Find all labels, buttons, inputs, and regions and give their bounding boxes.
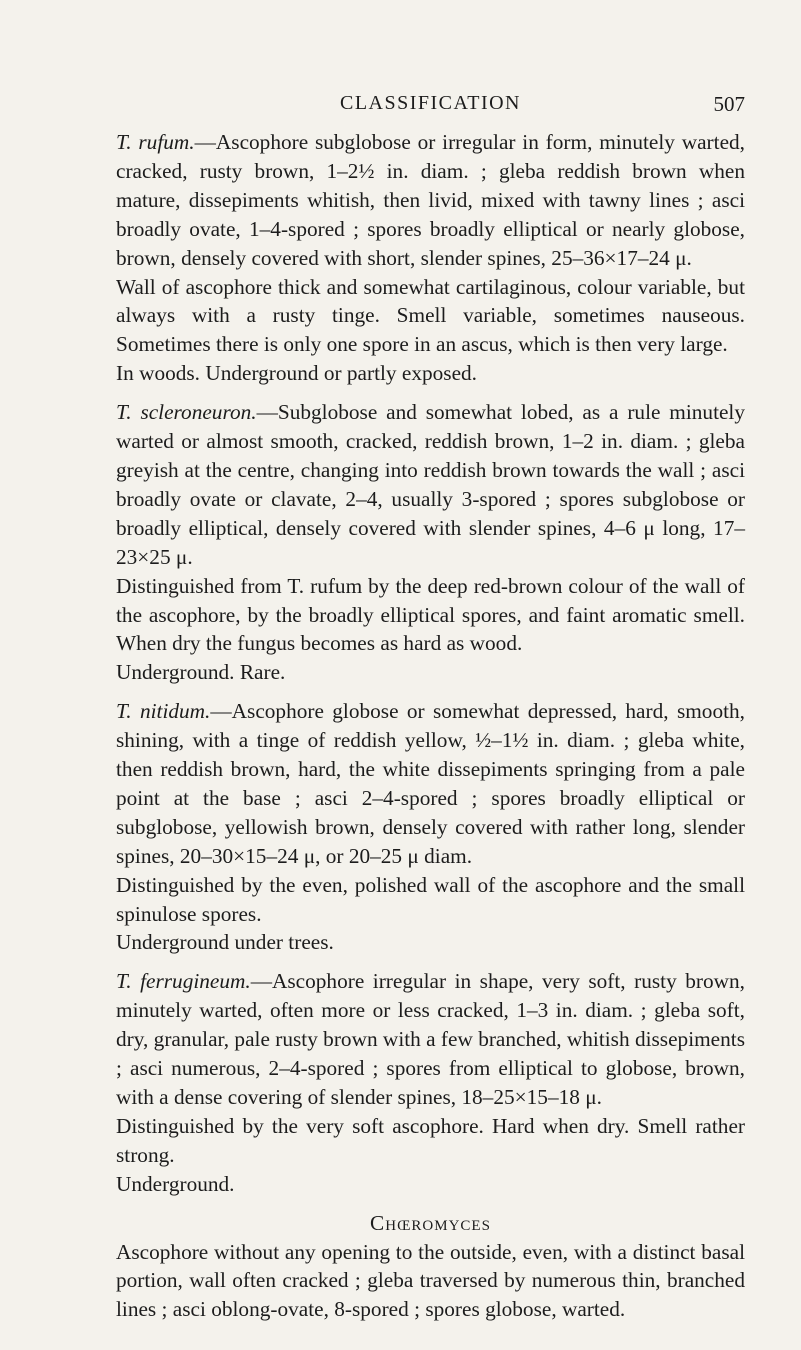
species-name: T. ferrugineum. bbox=[116, 969, 251, 994]
running-title: CLASSIFICATION bbox=[339, 92, 522, 114]
species-entry-ferrugineum bbox=[116, 967, 745, 1198]
species-entry-nitidum bbox=[116, 697, 745, 957]
species-description bbox=[116, 967, 745, 1112]
description-text: —Ascophore irregular in shape, very soft, rusty brown, minutely warted, often more or less cracked, 1–3 in. diam. ; gleba soft, dry, granular, pale rusty brown with a few branched, whitish dissepiments ; asci numerous, 2–4-spored ; spores from elliptical to globose, brown, with a dense covering of slender spines, 18–25×15–18 μ. bbox=[116, 969, 745, 1109]
description-text: —Subglobose and somewhat lobed, as a rule minutely warted or almost smooth, cracked, reddish brown, 1–2 in. diam. ; gleba greyish at the centre, changing into reddish brown towards the wall ; asci broadly ovate or clavate, 2–4, usually 3-spored ; spores subglobose or broadly elliptical, densely covered with slender spines, 4–6 μ long, 17–23×25 μ. bbox=[116, 400, 745, 569]
genus-heading: Chœromyces bbox=[370, 1210, 491, 1235]
species-note: Distinguished by the even, polished wall of the ascophore and the small spinulose spores. bbox=[116, 872, 745, 926]
description-text: —Ascophore subglobose or irregular in form, minutely warted, cracked, rusty brown, 1–2½ in. diam. ; gleba reddish brown when mature, dissepiments whitish, then livid, mixed with tawny lines ; asci broadly ovate, 1–4-spored ; spores broadly elliptical or nearly globose, brown, densely covered with short, slender spines, 25–36×17–24 μ. bbox=[116, 130, 745, 270]
species-name: T. rufum. bbox=[116, 130, 195, 154]
genus-entry bbox=[116, 1209, 745, 1325]
species-description bbox=[116, 128, 745, 273]
species-note: Wall of ascophore thick and somewhat cartilaginous, colour variable, but always with a rusty tinge. Smell variable, sometimes nauseous. Sometimes there is only one spore in an ascus, which is then very large. bbox=[116, 274, 745, 357]
description-text: —Ascophore globose or somewhat depressed, hard, smooth, shining, with a tinge of reddish yellow, ½–1½ in. diam. ; gleba white, then reddish brown, hard, the white dissepiments springing from a pale point at the base ; asci 2–4-spored ; spores broadly elliptical or subglobose, yellowish brown, densely covered with rather long, slender spines, 20–30×15–24 μ, or 20–25 μ diam. bbox=[116, 699, 745, 868]
species-entry-rufum bbox=[116, 128, 745, 388]
running-head bbox=[116, 92, 745, 122]
body-text bbox=[116, 128, 745, 1324]
species-description bbox=[116, 697, 745, 870]
page-number: 507 bbox=[713, 92, 745, 116]
species-habitat: Underground. Rare. bbox=[116, 660, 286, 685]
species-habitat: Underground under trees. bbox=[116, 930, 334, 955]
species-entry-scleroneuron bbox=[116, 398, 745, 687]
species-description bbox=[116, 398, 745, 571]
species-name: T. scleroneuron. bbox=[116, 400, 257, 425]
species-note: Distinguished by the very soft ascophore. Hard when dry. Smell rather strong. bbox=[116, 1113, 745, 1167]
species-habitat: Underground. bbox=[116, 1171, 235, 1196]
species-habitat: In woods. Underground or partly exposed. bbox=[116, 361, 477, 386]
species-name: T. nitidum. bbox=[116, 699, 211, 724]
species-note: Distinguished from T. rufum by the deep red-brown colour of the wall of the ascophore, by the broadly elliptical spores, and faint aromatic smell. When dry the fungus becomes as hard as wood. bbox=[116, 573, 745, 656]
genus-description: Ascophore without any opening to the outside, even, with a distinct basal portion, wall often cracked ; gleba traversed by numerous thin, branched lines ; asci oblong-ovate, 8-spored ; spores globose, warted. bbox=[116, 1239, 745, 1322]
